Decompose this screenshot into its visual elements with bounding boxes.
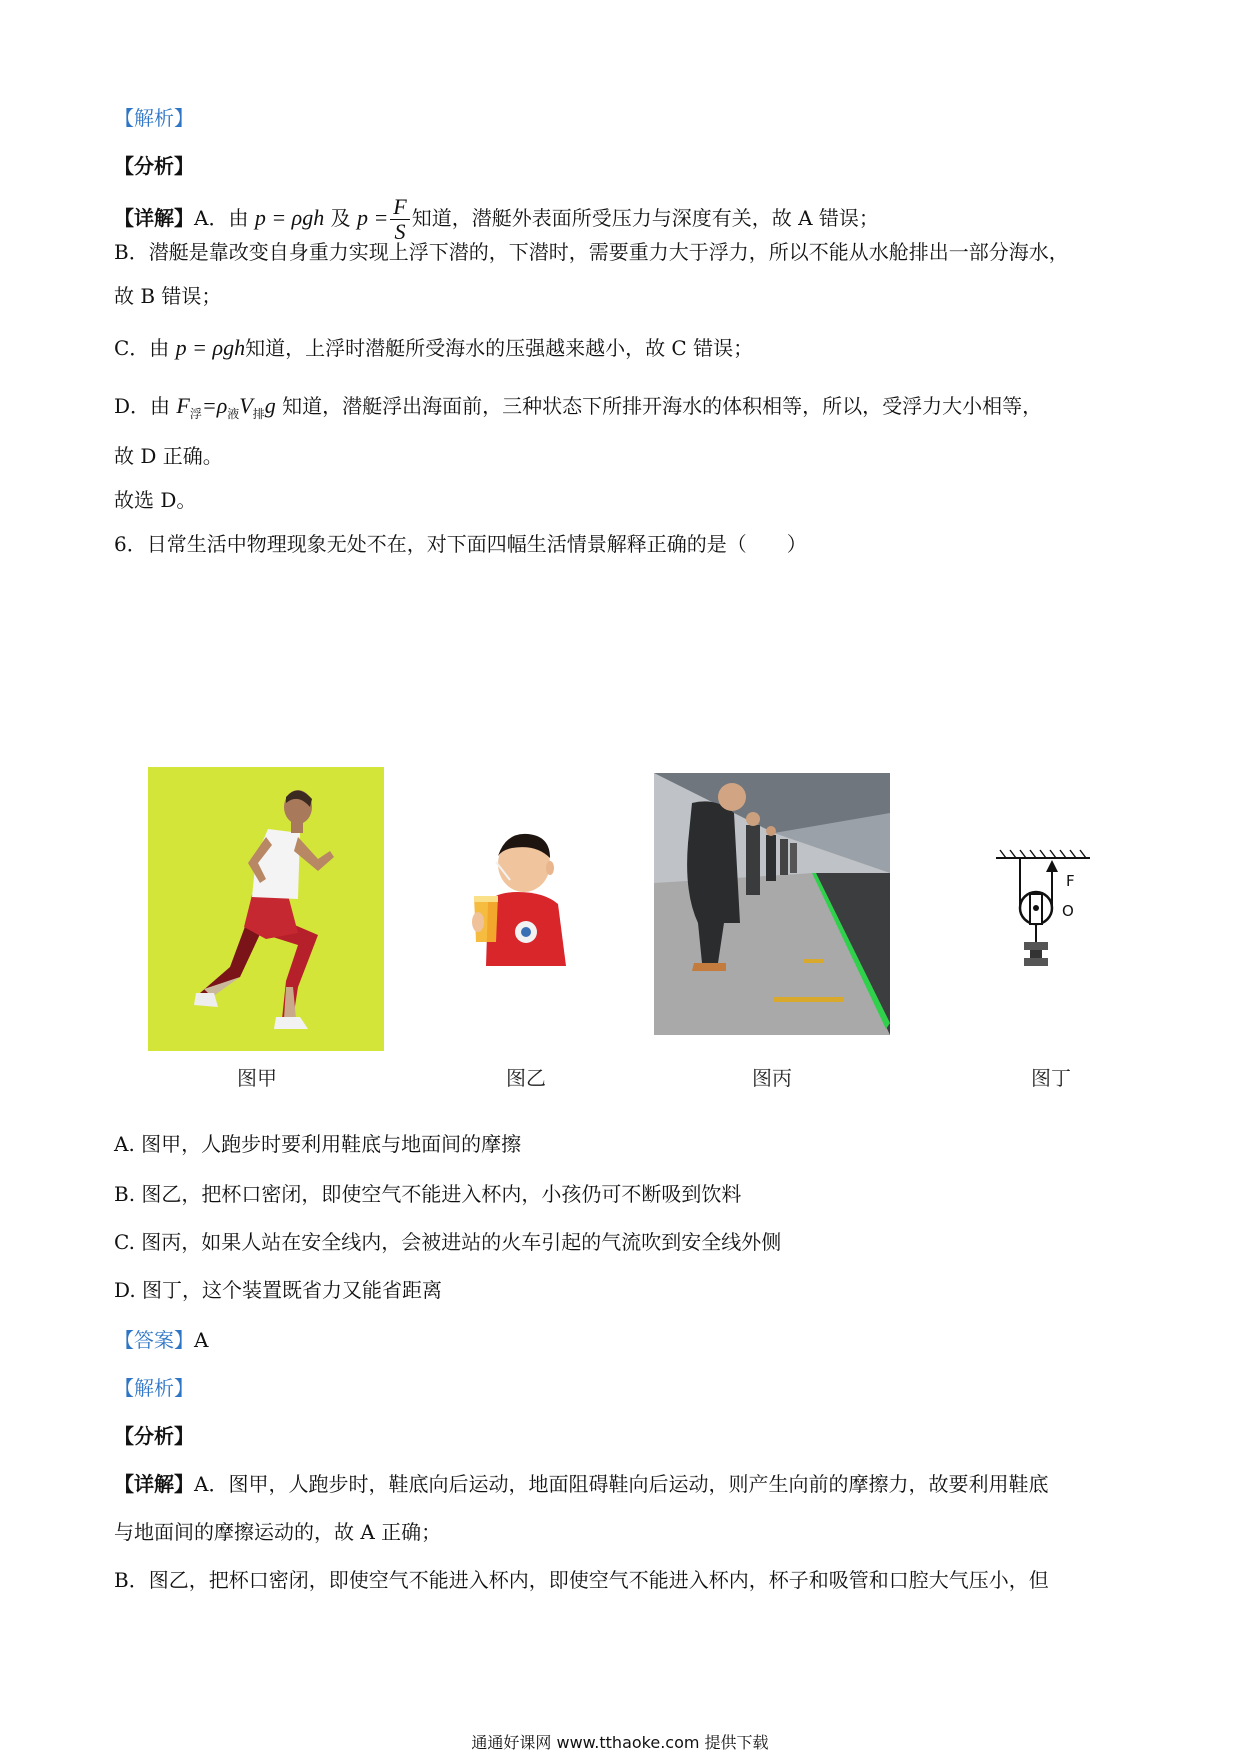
answer-tag: 【答案】 xyxy=(114,1328,194,1352)
pulley-figure xyxy=(990,846,1102,996)
buoyancy-V: V xyxy=(239,393,253,418)
q5-detail-c-suffix: 知道，上浮时潜艇所受海水的压强越来越小，故 C 错误； xyxy=(245,336,754,360)
fraction-denominator: S xyxy=(394,219,406,244)
q5-detail-b-line1: B．潜艇是靠改变自身重力实现上浮下潜的，下潜时，需要重力大于浮力，所以不能从水舱排出一部分海水， xyxy=(114,240,1069,264)
q5-detail-a xyxy=(114,195,879,244)
q6-detail-a-text: A．图甲，人跑步时，鞋底向后运动，地面阻碍鞋向后运动，则产生向前的摩擦力，故要利用鞋底 xyxy=(194,1472,1049,1496)
pulley-force-label: F xyxy=(1066,872,1075,890)
q6-detail-a-line1 xyxy=(114,1470,1048,1498)
q5-detail-a-mid: 及 xyxy=(330,206,351,230)
pressure-formula-c: p = ρgh xyxy=(175,335,246,360)
pressure-definition-lhs: p = xyxy=(356,205,389,230)
detail-tag: 【详解】 xyxy=(114,206,194,230)
q5-choose: 故选 D。 xyxy=(114,488,197,512)
pressure-formula: p = ρgh xyxy=(254,205,325,230)
q5-detail-c-prefix: C．由 xyxy=(114,336,170,360)
q5-detail-d-suffix: 知道，潜艇浮出海面前，三种状态下所排开海水的体积相等，所以，受浮力大小相等， xyxy=(282,394,1043,418)
q5-detail-d-line2: 故 D 正确。 xyxy=(114,444,223,468)
q6-stem: 6．日常生活中物理现象无处不在，对下面四幅生活情景解释正确的是（ ） xyxy=(114,532,807,556)
q6-option-a: A. 图甲，人跑步时要利用鞋底与地面间的摩擦 xyxy=(114,1132,522,1156)
breakdown-tag: 【分析】 xyxy=(114,154,194,178)
answer-value: A xyxy=(194,1328,209,1352)
buoyancy-rho-sub: 液 xyxy=(227,407,240,421)
q6-analysis-tag: 【解析】 xyxy=(114,1376,194,1400)
q5-detail-b-line2: 故 B 错误； xyxy=(114,284,222,308)
q6-detail-tag: 【详解】 xyxy=(114,1472,194,1496)
q5-detail-d xyxy=(114,392,1042,428)
q6-option-b: B. 图乙，把杯口密闭，即使空气不能进入杯内，小孩仍可不断吸到饮料 xyxy=(114,1182,742,1206)
caption-ding: 图丁 xyxy=(1031,1066,1071,1090)
buoyancy-F: F xyxy=(176,393,190,418)
q6-option-c: C. 图丙，如果人站在安全线内，会被进站的火车引起的气流吹到安全线外侧 xyxy=(114,1230,782,1254)
pulley-center-label: O xyxy=(1062,902,1074,920)
force-over-area-fraction xyxy=(390,195,409,244)
q5-detail-c xyxy=(114,334,753,362)
q6-answer xyxy=(114,1326,208,1354)
buoyancy-formula xyxy=(176,393,276,421)
q5-detail-d-prefix: D．由 xyxy=(114,394,171,418)
buoyancy-F-sub: 浮 xyxy=(189,407,202,421)
buoyancy-V-sub: 排 xyxy=(252,407,265,421)
q5-detail-a-prefix: A．由 xyxy=(194,206,249,230)
q6-detail-a-line2: 与地面间的摩擦运动的，故 A 正确； xyxy=(114,1520,442,1544)
runner-figure xyxy=(148,767,384,1051)
caption-jia: 图甲 xyxy=(237,1066,277,1090)
buoyancy-g: g xyxy=(264,393,276,418)
caption-yi: 图乙 xyxy=(506,1066,546,1090)
q5-detail-a-suffix: 知道，潜艇外表面所受压力与深度有关，故 A 错误； xyxy=(411,206,879,230)
q6-detail-b-line1: B．图乙，把杯口密闭，即使空气不能进入杯内，即使空气不能进入杯内，杯子和吸管和口腔大气压小，但 xyxy=(114,1568,1049,1592)
q6-breakdown-tag: 【分析】 xyxy=(114,1424,194,1448)
fraction-numerator: F xyxy=(390,195,409,220)
q6-option-d: D. 图丁，这个装置既省力又能省距离 xyxy=(114,1278,443,1302)
analysis-tag: 【解析】 xyxy=(114,106,194,130)
child-drinking-figure xyxy=(466,822,570,970)
buoyancy-rho: =ρ xyxy=(201,393,228,418)
page-footer: 通通好课网 www.tthaoke.com 提供下载 xyxy=(471,1733,769,1752)
caption-bing: 图丙 xyxy=(752,1066,792,1090)
train-platform-figure xyxy=(654,773,890,1035)
